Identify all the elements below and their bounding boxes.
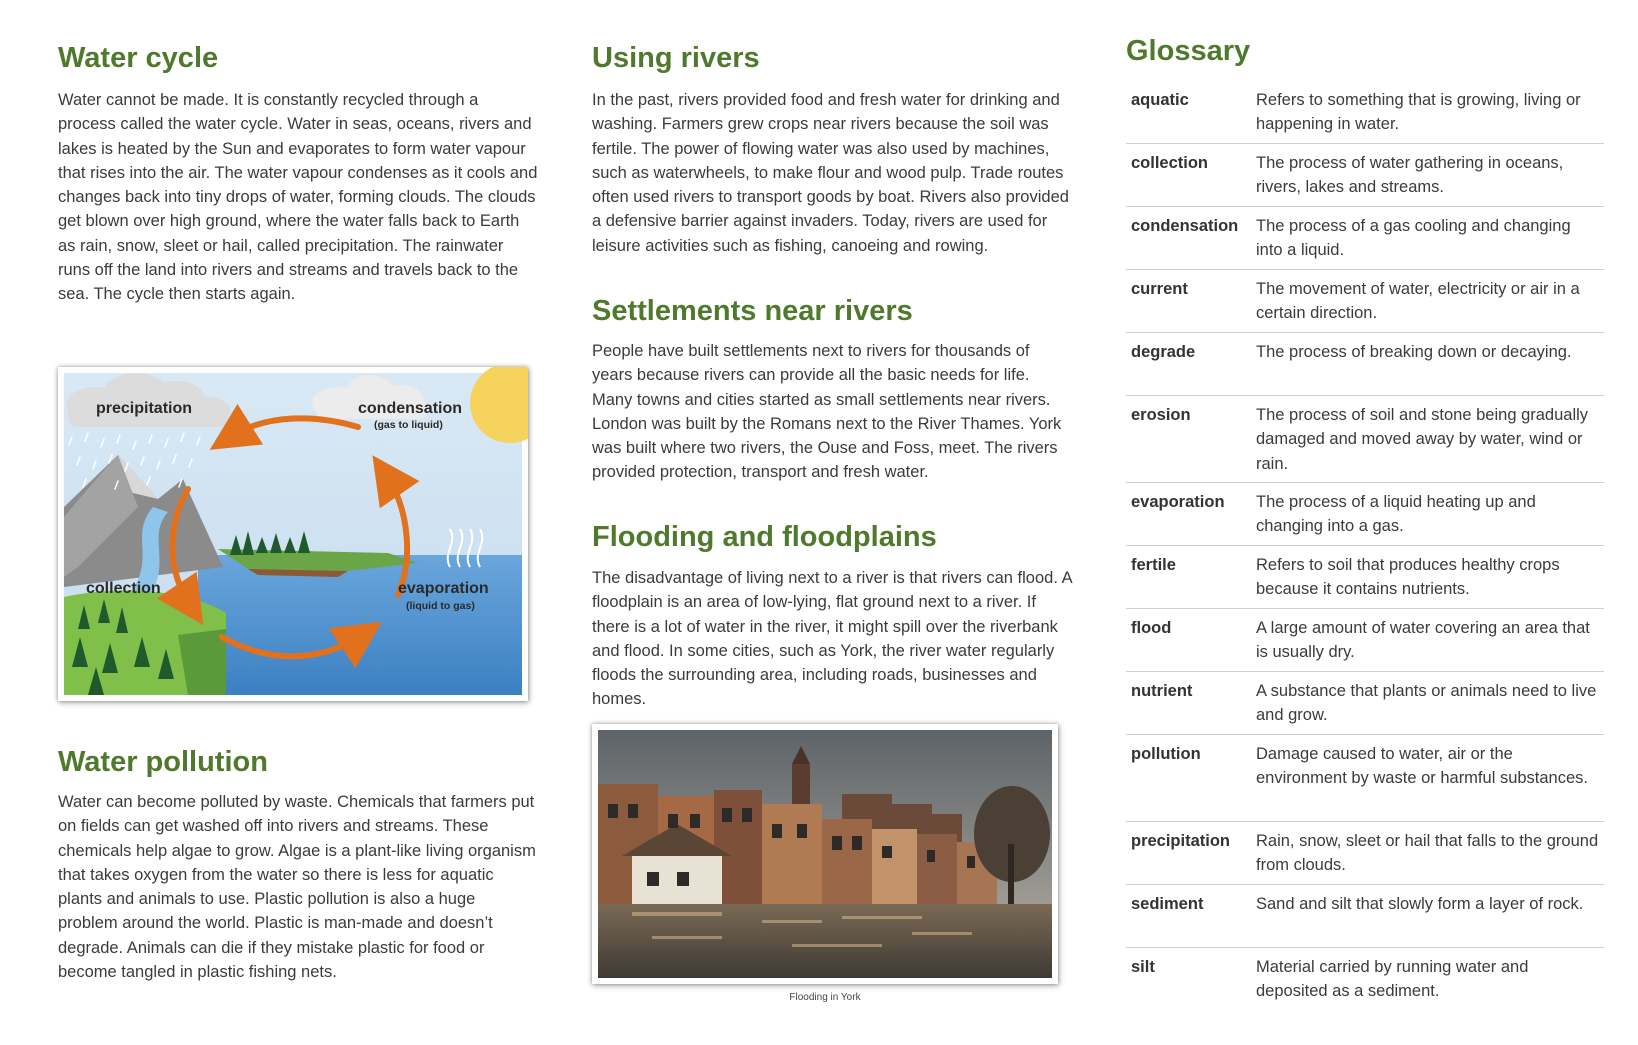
using-rivers-text: In the past, rivers provided food and fresh water for drinking and washing. Farmers grew crops near rivers because the soil was fertile. The power of flowing water was also used by machines, such as waterwheels, to make flour and wood pulp. Trade routes often used rivers to transport goods by boat. Rivers also provided a defensive barrier against invaders. Today, rivers are used for leisure activities such as fishing, canoeing and rowing. (592, 91, 1069, 255)
glossary-term: evaporation (1131, 493, 1225, 511)
glossary-entry (1126, 340, 1604, 396)
label-condensation: condensation (358, 400, 463, 417)
glossary-definition: The process of soil and stone being gradually damaged and moved away by water, wind or rain. (1256, 406, 1589, 473)
water-pollution-heading: Water pollution (58, 746, 268, 778)
glossary-entry (1126, 490, 1604, 546)
glossary-term: degrade (1131, 343, 1196, 361)
glossary-entry (1126, 616, 1604, 672)
using-rivers-heading: Using rivers (592, 42, 760, 74)
glossary-term: current (1131, 280, 1188, 298)
flooding-photo (592, 724, 1058, 984)
glossary-definition: The process of water gathering in oceans, rivers, lakes and streams. (1256, 154, 1564, 197)
glossary-term: precipitation (1131, 832, 1231, 850)
glossary-term: condensation (1131, 217, 1239, 235)
glossary-term: silt (1131, 958, 1155, 976)
flooding-text: The disadvantage of living next to a river is that rivers can flood. A floodplain is an area of low-lying, flat ground next to a river. If there is a lot of water in the river, it might spill over the riverbank and flood. In some cities, such as York, the river water regularly floods the surrounding area, including roads, businesses and homes. (592, 569, 1072, 709)
glossary-entry (1126, 403, 1604, 483)
glossary-term: pollution (1131, 745, 1201, 763)
glossary-definition: The movement of water, electricity or air in a certain direction. (1256, 280, 1580, 323)
glossary-entry (1126, 892, 1604, 948)
glossary-term: nutrient (1131, 682, 1193, 700)
glossary-entry (1126, 829, 1604, 885)
glossary-definition: Refers to something that is growing, living or happening in water. (1256, 91, 1581, 134)
flooding-heading: Flooding and floodplains (592, 521, 937, 553)
label-precipitation: precipitation (96, 400, 193, 417)
glossary-heading: Glossary (1126, 35, 1251, 67)
glossary-term: flood (1131, 619, 1172, 637)
glossary-definition: Sand and silt that slowly form a layer of rock. (1256, 895, 1584, 913)
glossary-term: aquatic (1131, 91, 1189, 109)
glossary-entry (1126, 679, 1604, 735)
flooding-caption: Flooding in York (789, 992, 861, 1003)
label-evaporation-sub: (liquid to gas) (406, 600, 475, 612)
glossary-term: collection (1131, 154, 1209, 172)
glossary-definition: Damage caused to water, air or the environment by waste or harmful substances. (1256, 745, 1588, 788)
glossary-entry (1126, 277, 1604, 333)
glossary-entry (1126, 151, 1604, 207)
glossary-definition: Rain, snow, sleet or hail that falls to the ground from clouds. (1256, 832, 1599, 875)
flooding-york-image (592, 724, 1058, 984)
glossary-entry (1126, 742, 1604, 822)
glossary-entry (1126, 214, 1604, 270)
settlements-text: People have built settlements next to rivers for thousands of years because rivers can provide all the basic needs for life. Many towns and cities started as small settlements near rivers. London was built by the Romans next to the River Thames. York was built where two rivers, the Ouse and Foss, meet. The rivers provided protection, transport and fresh water. (592, 342, 1062, 482)
water-cycle-illustration (58, 367, 528, 701)
glossary-definition: The process of a liquid heating up and changing into a gas. (1256, 493, 1536, 536)
glossary-definition: A substance that plants or animals need to live and grow. (1256, 682, 1597, 725)
glossary-term: erosion (1131, 406, 1191, 424)
glossary-term: fertile (1131, 556, 1176, 574)
label-collection: collection (86, 580, 161, 597)
glossary-definition: A large amount of water covering an area that is usually dry. (1256, 619, 1590, 662)
glossary-entry (1126, 955, 1604, 1010)
water-cycle-text: Water cannot be made. It is constantly recycled through a process called the water cycle. Water in seas, oceans, rivers and lakes is heated by the Sun and evaporates to form water vapour that rises into the air. The water vapour condenses as it cools and changes back into tiny drops of water, forming clouds. The clouds get blown over high ground, where the water falls back to Earth as rain, snow, sleet or hail, called precipitation. The rainwater runs off the land into rivers and streams and travels back to the sea. The cycle then starts again. (58, 91, 538, 304)
glossary-definition: The process of breaking down or decaying. (1256, 343, 1572, 361)
label-evaporation: evaporation (398, 580, 489, 597)
glossary-entry (1126, 553, 1604, 609)
glossary-definition: Material carried by running water and deposited as a sediment. (1256, 958, 1529, 1001)
glossary-definition: Refers to soil that produces healthy crops because it contains nutrients. (1256, 556, 1560, 599)
water-cycle-diagram (58, 367, 528, 701)
label-condensation-sub: (gas to liquid) (374, 419, 443, 431)
glossary-entry (1126, 88, 1604, 144)
water-cycle-heading: Water cycle (58, 42, 219, 74)
water-pollution-text: Water can become polluted by waste. Chemicals that farmers put on fields can get washed off into rivers and streams. These chemicals help algae to grow. Algae is a plant-like living organism that takes oxygen from the water so there is less for aquatic plants and animals to use. Plastic pollution is also a huge problem around the world. Plastic is man-made and doesn’t degrade. Animals can die if they mistake plastic for food or become tangled in plastic fishing nets. (58, 793, 536, 982)
glossary-definition: The process of a gas cooling and changing into a liquid. (1256, 217, 1571, 260)
glossary-term: sediment (1131, 895, 1204, 913)
settlements-heading: Settlements near rivers (592, 295, 913, 327)
